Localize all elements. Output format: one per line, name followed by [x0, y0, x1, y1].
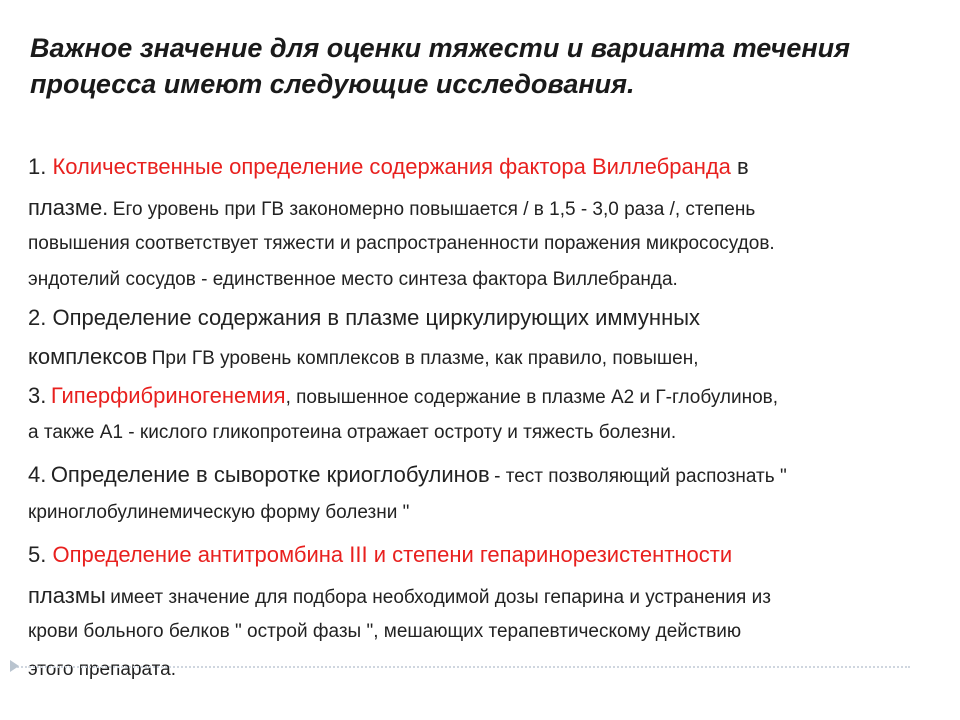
item-highlight: Гиперфибриногенемия — [50, 383, 286, 408]
item-text: криноглобулинемическую форму болезни " — [28, 502, 410, 523]
list-item-5 — [28, 534, 960, 688]
slide-content — [28, 150, 960, 688]
item-heading: Определение в сыворотке криоглобулинов — [50, 462, 490, 487]
item-text: этого препарата. — [28, 659, 177, 680]
slide-title: Важное значение для оценки тяжести и варианта течения процесса имеют следующие исследования. — [30, 33, 851, 99]
item-text: Его уровень при ГВ закономерно повышается / в 1,5 - 3,0 раза /, степень — [112, 199, 756, 220]
list-item-3 — [28, 376, 960, 454]
item-text: эндотелий сосудов - единственное место синтеза фактора Виллебранда. — [28, 269, 678, 290]
item-text: крови больного белков " острой фазы ", мешающих терапевтическому действию — [28, 621, 742, 642]
item-heading-cont: плазме. — [28, 195, 109, 220]
footer-divider — [10, 666, 910, 668]
item-heading-tail: в — [737, 154, 749, 179]
item-number: 4. — [28, 462, 47, 487]
item-text: имеет значение для подбора необходимой дозы гепарина и устранения из — [110, 587, 771, 608]
item-heading-cont: плазмы — [28, 583, 106, 608]
item-text: , повышенное содержание в плазме А2 и Г-глобулинов, — [285, 387, 779, 408]
item-heading-cont: комплексов — [28, 344, 148, 369]
item-text: повышения соответствует тяжести и распространенности поражения микрососудов. — [28, 233, 775, 254]
item-highlight: Определение антитромбина III и степени гепаринорезистентности — [52, 542, 733, 567]
item-number: 3. — [28, 383, 47, 408]
item-highlight: Количественные определение содержания фактора Виллебранда — [52, 154, 731, 179]
item-heading: Определение содержания в плазме циркулирующих иммунных — [52, 305, 701, 330]
item-number: 2. — [28, 305, 47, 330]
list-item-1 — [28, 150, 960, 298]
list-item-2 — [28, 298, 960, 376]
item-number: 5. — [28, 542, 47, 567]
list-item-4 — [28, 454, 960, 534]
item-text: - тест позволяющий распознать " — [494, 466, 787, 487]
item-number: 1. — [28, 154, 47, 179]
play-arrow-icon — [10, 660, 19, 672]
item-text: а также А1 - кислого гликопротеина отражает остроту и тяжесть болезни. — [28, 422, 677, 443]
item-text: При ГВ уровень комплексов в плазме, как правило, повышен, — [151, 348, 699, 369]
